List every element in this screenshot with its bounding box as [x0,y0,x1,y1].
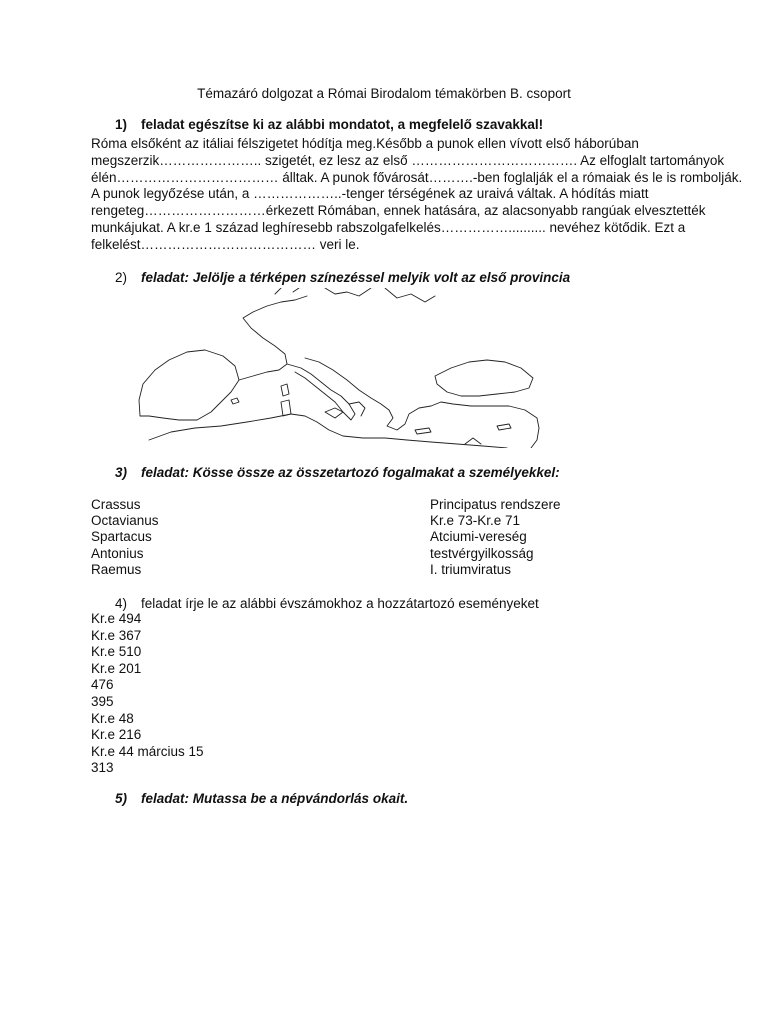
concept-item: I. triumviratus [430,561,512,577]
task3-persons-column [91,497,159,578]
task2-number: 2) [115,270,128,285]
person-item: Crassus [91,497,141,512]
concept-item: Kr.e 73-Kr.e 71 [430,513,521,529]
task1-line: munkájukat. A kr.e 1 század leghíresebb rabszolgafelkelés…………….......... nevéhez kötődik. Ezt a [91,219,686,235]
date-item: Kr.e 201 [91,660,142,676]
date-item: Kr.e 367 [91,627,142,643]
date-item: 395 [91,693,114,709]
task1-line: Róma elsőként az itáliai félszigetet hódítja meg.Később a punok ellen vívott első háborúban [91,136,639,151]
task2-heading [115,270,570,285]
task1-paragraph [91,136,743,254]
date-item: 313 [91,760,114,776]
task1-number: 1) [115,117,128,132]
mediterranean-outline-map[interactable] [135,288,545,448]
task3-number: 3) [115,465,128,480]
task5-heading-text: feladat: Mutassa be a népvándorlás okait. [141,791,409,806]
task1-line: megszerzik………………….. szigetét, ez lesz az első ………………………………. Az elfoglalt tartományok [91,152,725,168]
date-item: Kr.e 494 [91,611,142,626]
concept-item: Atciumi-vereség [430,529,527,545]
task4-heading [115,596,539,611]
task1-line: rengeteg………………………érkezett Rómában, ennek hatására, az alacsonyabb rangúak elvesztették [91,203,706,219]
task4-dates-list [91,611,204,777]
page-title: Témazáró dolgozat a Római Birodalom témakörben B. csoport [197,86,571,101]
date-item: 476 [91,677,114,693]
concept-item: testvérgyilkosság [430,545,534,561]
person-item: Antonius [91,545,144,561]
task1-heading [115,117,543,132]
task3-heading [115,465,560,480]
person-item: Spartacus [91,529,152,545]
task4-heading-text: feladat írje le az alábbi évszámokhoz a hozzátartozó eseményeket [141,596,539,611]
task1-heading-text: feladat egészítse ki az alábbi mondatot, a megfelelő szavakkal! [141,117,544,132]
task1-line: élén……………………………… álltak. A punok fővárosát……….-ben foglalják el a rómaiak és le is rombolják. [91,169,743,185]
task4-number: 4) [115,596,128,611]
task3-heading-text: feladat: Kösse össze az összetartozó fogalmakat a személyekkel: [141,465,560,480]
task2-heading-text: feladat: Jelölje a térképen színezéssel melyik volt az első provincia [141,270,571,285]
task5-number: 5) [115,791,128,806]
date-item: Kr.e 48 [91,710,134,726]
person-item: Octavianus [91,513,159,529]
task1-line: felkelést………………………………… veri le. [91,236,360,252]
task3-concepts-column [430,497,561,578]
date-item: Kr.e 216 [91,727,142,743]
date-item: Kr.e 510 [91,644,142,660]
task5-heading [115,791,408,806]
person-item: Raemus [91,561,142,577]
task1-line: A punok legyőzése után, a ………………..-tenger térségének az uraivá váltak. A hódítás miatt [91,186,649,202]
date-item: Kr.e 44 március 15 [91,743,204,759]
concept-item: Principatus rendszere [430,497,561,512]
